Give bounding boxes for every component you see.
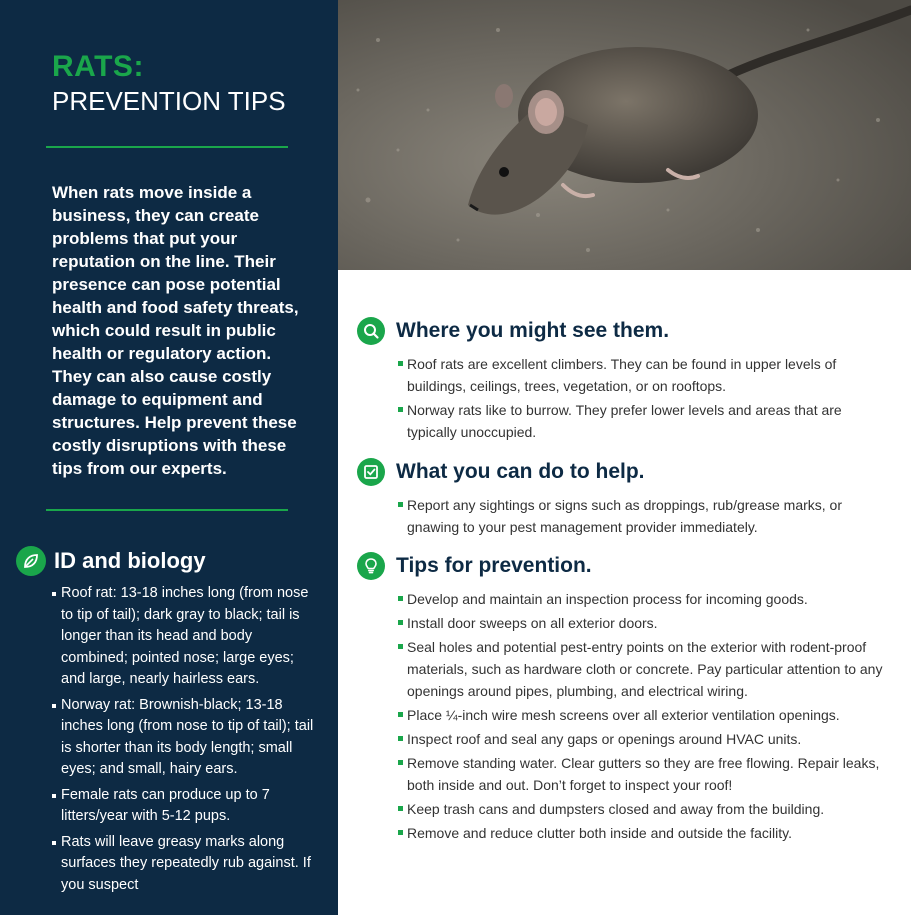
list-item: Place ¼-inch wire mesh screens over all exterior ventilation openings.	[398, 704, 888, 726]
id-item-greasy-marks: Rats will leave greasy marks along surfaces they repeatedly rub against. If you suspect	[52, 832, 314, 897]
list-item: Keep trash cans and dumpsters closed and away from the building.	[398, 798, 888, 820]
where-heading	[357, 317, 669, 345]
sidebar-panel	[0, 0, 338, 915]
list-item: Seal holes and potential pest-entry points on the exterior with rodent-proof materials, such as hardware cloth or concrete. Pay particular attention to any openings around pipes, plumbing, and electrical wiring.	[398, 636, 888, 702]
leaf-icon	[16, 546, 46, 576]
id-item-norway-rat: Norway rat: Brownish-black; 13-18 inches long (from nose to tip of tail); tail is shorter than its body length; small eyes; and small, hairy ears.	[52, 695, 314, 781]
list-item: Remove and reduce clutter both inside and outside the facility.	[398, 822, 888, 844]
prevention-list	[398, 588, 888, 846]
list-item: Norway rats like to burrow. They prefer lower levels and areas that are typically unoccupied.	[398, 399, 888, 443]
where-list	[398, 353, 888, 445]
page-title: RATS:	[52, 50, 144, 83]
checklist-icon	[357, 458, 385, 486]
list-item: Install door sweeps on all exterior doors.	[398, 612, 888, 634]
divider-top	[46, 146, 288, 148]
id-item-female-rats: Female rats can produce up to 7 litters/year with 5-12 pups.	[52, 785, 314, 828]
list-item: Inspect roof and seal any gaps or openings around HVAC units.	[398, 728, 888, 750]
intro-paragraph: When rats move inside a business, they can create problems that put your reputation on the line. Their presence can pose potential health and food safety threats, which could result in public health or regulatory action. They can also cause costly damage to equipment and structures. Help prevent these costly disruptions with these tips from our experts.	[52, 183, 299, 478]
where-heading-text: Where you might see them.	[396, 319, 670, 342]
divider-bottom	[46, 509, 288, 511]
list-item: Report any sightings or signs such as droppings, rub/grease marks, or gnawing to your pest management provider immediately.	[398, 494, 888, 538]
id-biology-heading	[16, 546, 206, 576]
search-icon	[357, 317, 385, 345]
list-item: Develop and maintain an inspection process for incoming goods.	[398, 588, 888, 610]
prevention-heading-text: Tips for prevention.	[396, 554, 592, 577]
list-item: Roof rats are excellent climbers. They can be found in upper levels of buildings, ceilings, trees, vegetation, or on rooftops.	[398, 353, 888, 397]
list-item: Remove standing water. Clear gutters so they are free flowing. Repair leaks, both inside and out. Don’t forget to inspect your roof!	[398, 752, 888, 796]
id-biology-heading-text: ID and biology	[54, 548, 206, 573]
prevention-heading	[357, 552, 592, 580]
page-subtitle: PREVENTION TIPS	[52, 86, 286, 116]
id-biology-list	[52, 583, 314, 900]
help-heading	[357, 458, 645, 486]
help-list	[398, 494, 888, 540]
id-item-roof-rat: Roof rat: 13-18 inches long (from nose to tip of tail); dark gray to black; tail is longer than its head and body combined; pointed nose; large eyes; and large, nearly hairless ears.	[52, 583, 314, 691]
help-heading-text: What you can do to help.	[396, 460, 645, 483]
rat-photo	[338, 0, 911, 270]
lightbulb-icon	[357, 552, 385, 580]
